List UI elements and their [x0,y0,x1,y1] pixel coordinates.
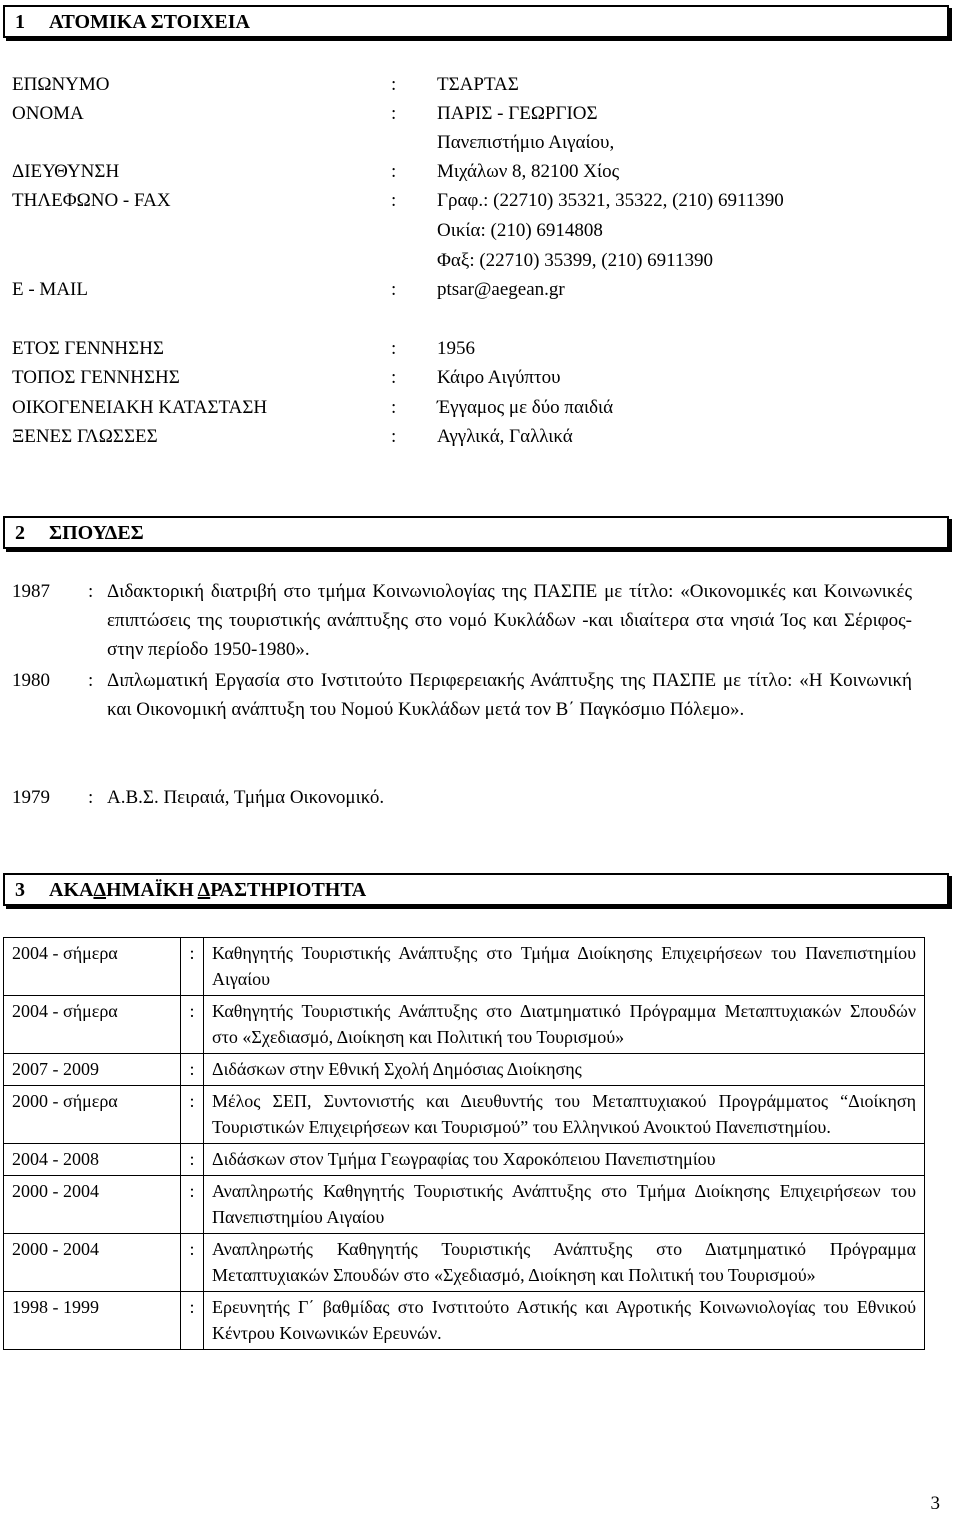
study-year: 1979 [12,787,50,808]
table-row [4,1234,925,1292]
section-title: ΑΤΟΜΙΚΑ ΣΤΟΙΧΕΙΑ [49,11,250,33]
colon-cell: : [181,1292,204,1350]
section-number: 3 [15,879,25,901]
phone-line-3: Φαξ: (22710) 35399, (210) 6911390 [437,250,713,271]
study-text: Διπλωματική Εργασία στο Ινστιτούτο Περιφερειακής Ανάπτυξης της ΠΑΣΠΕ με τίτλο: «Η Κοινωνική και Οικονομική ανάπτυξη του Νομού Κυκλάδων μετά τον Β΄ Παγκόσμιο Πόλεμο». [107,670,912,720]
birth-year-label: ΕΤΟΣ ΓΕΝΝΗΣΗΣ [12,338,164,359]
page-number: 3 [930,1493,940,1514]
period-cell: 2007 - 2009 [4,1054,181,1086]
description-cell: Ερευνητής Γ΄ βαθμίδας στο Ινστιτούτο Αστικής και Αγροτικής Κοινωνιολογίας του Εθνικού Κέντρου Κοινωνικών Ερευνών. [204,1292,925,1350]
table-row [4,996,925,1054]
description-cell: Αναπληρωτής Καθηγητής Τουριστικής Ανάπτυξης στο Διατμηματικό Πρόγραμμα Μεταπτυχιακών Σπουδών στο «Σχεδιασμό, Διοίκηση και Πολιτική του Τουρισμού» [204,1234,925,1292]
address-label: ΔΙΕΥΘΥΝΣΗ [12,161,120,182]
address-line-2: Μιχάλων 8, 82100 Χίος [437,161,620,182]
study-year: 1987 [12,581,50,602]
address-line-1: Πανεπιστήμιο Αιγαίου, [437,132,615,153]
birth-place-value: Κάιρο Αιγύπτου [437,367,561,388]
colon-cell: : [181,1144,204,1176]
description-cell: Καθηγητής Τουριστικής Ανάπτυξης στο Τμήμα Διοίκησης Επιχειρήσεων του Πανεπιστημίου Αιγαίου [204,938,925,996]
colon: : [391,397,397,418]
period-cell: 2000 - 2004 [4,1234,181,1292]
study-text: Διδακτορική διατριβή στο τμήμα Κοινωνιολογίας της ΠΑΣΠΕ με τίτλο: «Οικονομικές και Κοινωνικές επιπτώσεις της τουριστικής ανάπτυξης στο νομό Κυκλάδων -και ιδιαίτερα στα νησιά Ίος και Σέριφος- στην περίοδο 1950-1980». [107,581,912,660]
period-cell: 2004 - σήμερα [4,996,181,1054]
family-status-value: Έγγαμος με δύο παιδιά [437,397,614,418]
description-cell: Καθηγητής Τουριστικής Ανάπτυξης στο Διατμηματικό Πρόγραμμα Μεταπτυχιακών Σπουδών στο «Σχεδιασμό, Διοίκηση και Πολιτική του Τουρισμού» [204,996,925,1054]
family-status-label: ΟΙΚΟΓΕΝΕΙΑΚΗ ΚΑΤΑΣΤΑΣΗ [12,397,268,418]
colon: : [88,581,94,602]
colon: : [391,279,397,300]
colon: : [391,190,397,211]
period-cell: 2000 - σήμερα [4,1086,181,1144]
phone-line-2: Οικία: (210) 6914808 [437,220,603,241]
table-row [4,1176,925,1234]
study-text: Α.Β.Σ. Πειραιά, Τμήμα Οικονομικό. [107,787,385,808]
table-row [4,1054,925,1086]
colon-cell: : [181,1086,204,1144]
colon: : [391,74,397,95]
surname-value: ΤΣΑΡΤΑΣ [437,74,519,95]
birth-year-value: 1956 [437,338,475,359]
colon-cell: : [181,1176,204,1234]
colon: : [88,787,94,808]
section-header-studies [3,516,949,549]
period-cell: 2000 - 2004 [4,1176,181,1234]
languages-value: Αγγλικά, Γαλλικά [437,426,573,447]
academic-activity-table [3,937,925,1350]
description-cell: Διδάσκων στην Εθνική Σχολή Δημόσιας Διοίκησης [204,1054,925,1086]
birth-place-label: ΤΟΠΟΣ ΓΕΝΝΗΣΗΣ [12,367,180,388]
email-value: ptsar@aegean.gr [437,279,565,300]
description-cell: Μέλος ΣΕΠ, Συντονιστής και Διευθυντής του Μεταπτυχιακού Προγράμματος “Διοίκηση Τουριστικών Επιχειρήσεων και Τουρισμού” του Ελληνικού Ανοικτού Πανεπιστημίου. [204,1086,925,1144]
period-cell: 2004 - 2008 [4,1144,181,1176]
email-label: E - MAIL [12,279,88,300]
surname-label: ΕΠΩΝΥΜΟ [12,74,110,95]
colon: : [391,338,397,359]
section-title: ΑΚΑΔΗΜΑΪΚΗ ΔΡΑΣΤΗΡΙΟΤΗΤΑ [49,879,367,901]
section-header-personal [3,5,949,38]
phone-label: ΤΗΛΕΦΩΝΟ - FAX [12,190,171,211]
section-number: 2 [15,522,25,544]
name-value: ΠΑΡΙΣ - ΓΕΩΡΓΙΟΣ [437,103,598,124]
colon: : [391,367,397,388]
colon: : [391,103,397,124]
colon: : [88,670,94,691]
colon: : [391,426,397,447]
table-row [4,938,925,996]
description-cell: Διδάσκων στον Τμήμα Γεωγραφίας του Χαροκόπειου Πανεπιστημίου [204,1144,925,1176]
languages-label: ΞΕΝΕΣ ΓΛΩΣΣΕΣ [12,426,158,447]
phone-line-1: Γραφ.: (22710) 35321, 35322, (210) 6911390 [437,190,784,211]
section-header-academic [3,873,949,906]
study-year: 1980 [12,670,50,691]
table-row [4,1086,925,1144]
table-row [4,1292,925,1350]
colon: : [391,161,397,182]
period-cell: 2004 - σήμερα [4,938,181,996]
colon-cell: : [181,1234,204,1292]
name-label: ΟΝΟΜΑ [12,103,84,124]
period-cell: 1998 - 1999 [4,1292,181,1350]
colon-cell: : [181,1054,204,1086]
description-cell: Αναπληρωτής Καθηγητής Τουριστικής Ανάπτυξης στο Τμήμα Διοίκησης Επιχειρήσεων του Πανεπιστημίου Αιγαίου [204,1176,925,1234]
section-title: ΣΠΟΥΔΕΣ [49,522,144,544]
colon-cell: : [181,996,204,1054]
table-row [4,1144,925,1176]
colon-cell: : [181,938,204,996]
section-number: 1 [15,11,25,33]
